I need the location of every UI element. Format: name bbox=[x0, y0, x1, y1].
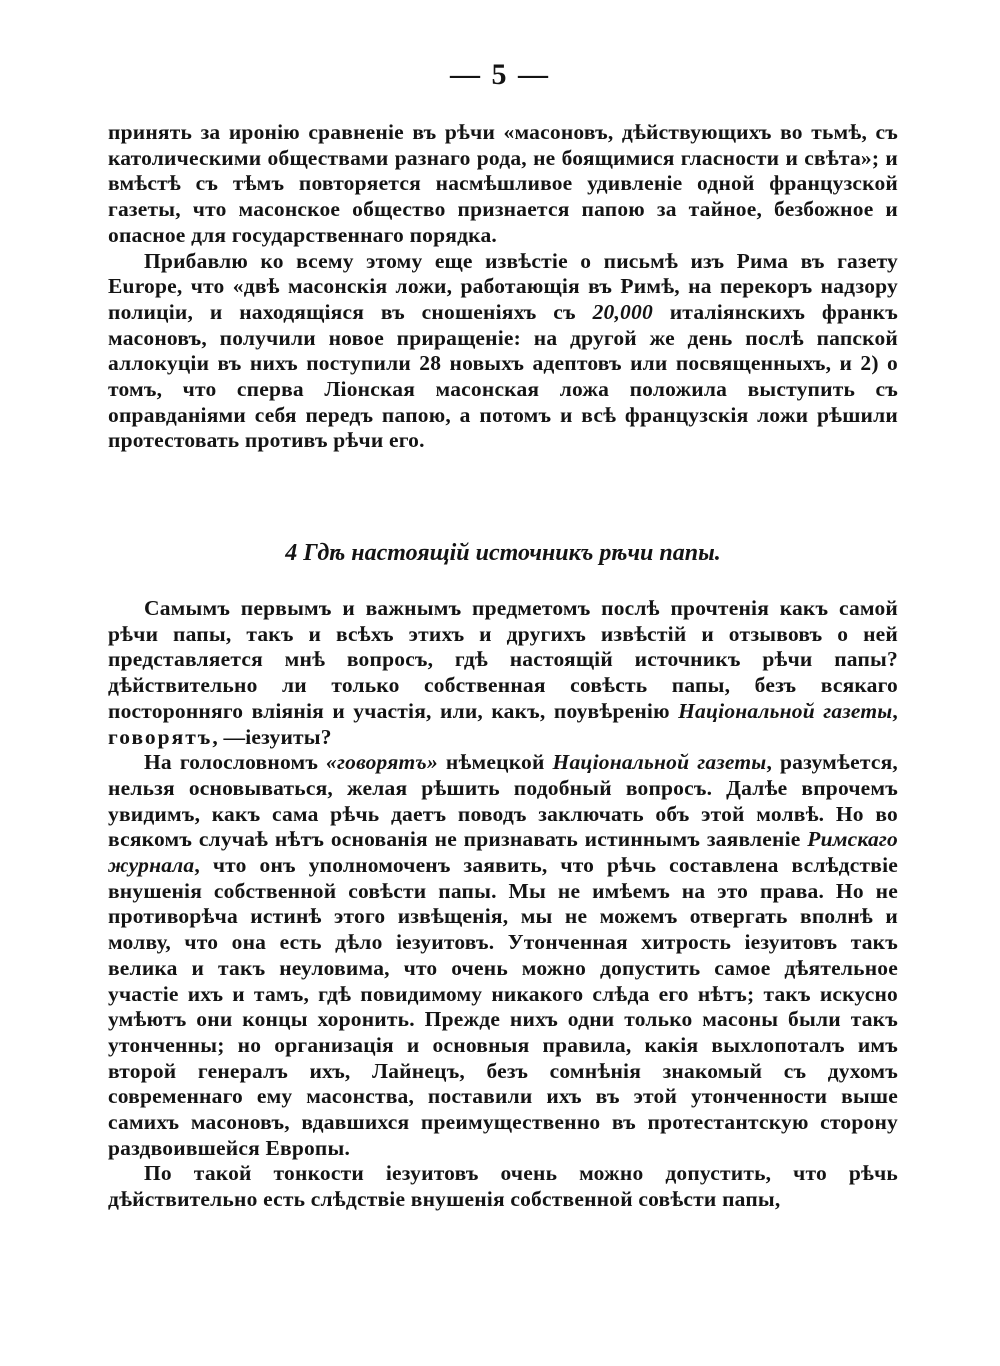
paragraph-5: По такой тонкости іезуитовъ очень можно допустить, что рѣчь дѣйствительно есть слѣдствіе внушенія собственной совѣсти папы, bbox=[108, 1161, 898, 1212]
paragraph-4-part-a: На голословномъ bbox=[144, 750, 327, 775]
lower-text-block bbox=[108, 596, 898, 1213]
paragraph-3-part-a: Самымъ первымъ и важнымъ предметомъ послѣ прочтенія какъ самой рѣчи папы, такъ и всѣхъ этихъ и другихъ извѣстій и отзывовъ о ней представляется мнѣ вопросъ, гдѣ настоящій источникъ рѣчи папы? дѣйствительно ли только собственная совѣсть папы, безъ всякаго посторонняго вліянія и участія, или, какъ, поувѣренію bbox=[108, 596, 898, 723]
paragraph-4-part-g: , что онъ уполномоченъ заявить, что рѣчь составлена вслѣдствіе внушенія собственной совѣсти папы. Мы не имѣемъ на это права. Но не противорѣча истинѣ этого извѣщенія, мы не можемъ отвергать вполнѣ и молву, что она есть дѣло іезуитовъ. Утонченная хитрость іезуитовъ такъ велика и такъ неуловима, что очень можно допустить самое дѣятельное участіе ихъ и тамъ, гдѣ повидимому никакого слѣда его нѣтъ; такъ искусно умѣютъ они концы хоронить. Прежде нихъ одни только масоны были такъ утонченны; но организація и основныя правила, какія выхлопоталъ имъ второй генералъ ихъ, Лайнецъ, безъ сомнѣнія знакомый съ духомъ современнаго ему масонства, поставили ихъ въ этой утонченности выше самихъ масоновъ, вдавшихся преимущественно въ протестантскую сторону раздвоившейся Европы. bbox=[108, 853, 898, 1160]
paragraph-2-number: 20,000 bbox=[592, 299, 653, 324]
paragraph-4-journal-title: Римскаго журнала bbox=[108, 827, 898, 878]
paragraph-4-part-e: , разумѣется, нельзя основываться, желая рѣшить подобный вопросъ. Далѣе впрочемъ увидимъ, какъ сама рѣчь даетъ поводъ заключать объ этой молвѣ. Но во всякомъ случаѣ нѣтъ основанія не признавать истиннымъ заявленіе bbox=[108, 750, 898, 852]
paragraph-4-newspaper-title: Національной газеты bbox=[552, 750, 767, 775]
paragraph-2-part-c: италіянскихъ франкъ масоновъ, получили новое приращеніе: на другой же день послѣ папской аллокуціи въ нихъ поступили 28 новыхъ адептовъ или посвященныхъ, и 2) о томъ, что сперва Ліонская масонская ложа положила выступить съ оправданіями себя передъ папою, а потомъ и всѣ французскія ложи рѣшили протестовать противъ рѣчи его. bbox=[108, 299, 898, 453]
page-number: — 5 — bbox=[450, 58, 550, 91]
upper-text-block bbox=[108, 120, 898, 454]
paragraph-2-part-a: Прибавлю ко всему этому еще извѣстіе о письмѣ изъ Рима въ газету Europe, что «двѣ масонскія ложи, работающія въ Римѣ, на перекоръ надзору полиціи, и находящіяся въ сношеніяхъ съ bbox=[108, 248, 898, 324]
paragraph-3 bbox=[108, 596, 898, 750]
paragraph-4-part-c: нѣмецкой bbox=[437, 750, 553, 775]
paragraph-2 bbox=[108, 249, 898, 455]
section-heading: 4 Гдѣ настоящій источникъ рѣчи папы. bbox=[285, 540, 721, 566]
paragraph-4-quote: «говорятъ» bbox=[326, 750, 438, 775]
paragraph-1: принять за иронію сравненіе въ рѣчи «масоновъ, дѣйствующихъ во тьмѣ, съ католическими обществами разнаго рода, не боящимися гласности и свѣта»; и вмѣстѣ съ тѣмъ повторяется насмѣшливое удивленіе одной французской газеты, что масонское общество признается папою за тайное, безбожное и опасное для государственнаго порядка. bbox=[108, 120, 898, 247]
paragraph-3-part-e: , —іезуиты? bbox=[212, 724, 332, 749]
paragraph-3-part-c: , bbox=[892, 698, 898, 723]
paragraph-3-emphasis: говорятъ bbox=[108, 724, 213, 749]
paragraph-3-newspaper-title: Національной газеты bbox=[678, 698, 893, 723]
paragraph-4 bbox=[108, 750, 898, 1161]
